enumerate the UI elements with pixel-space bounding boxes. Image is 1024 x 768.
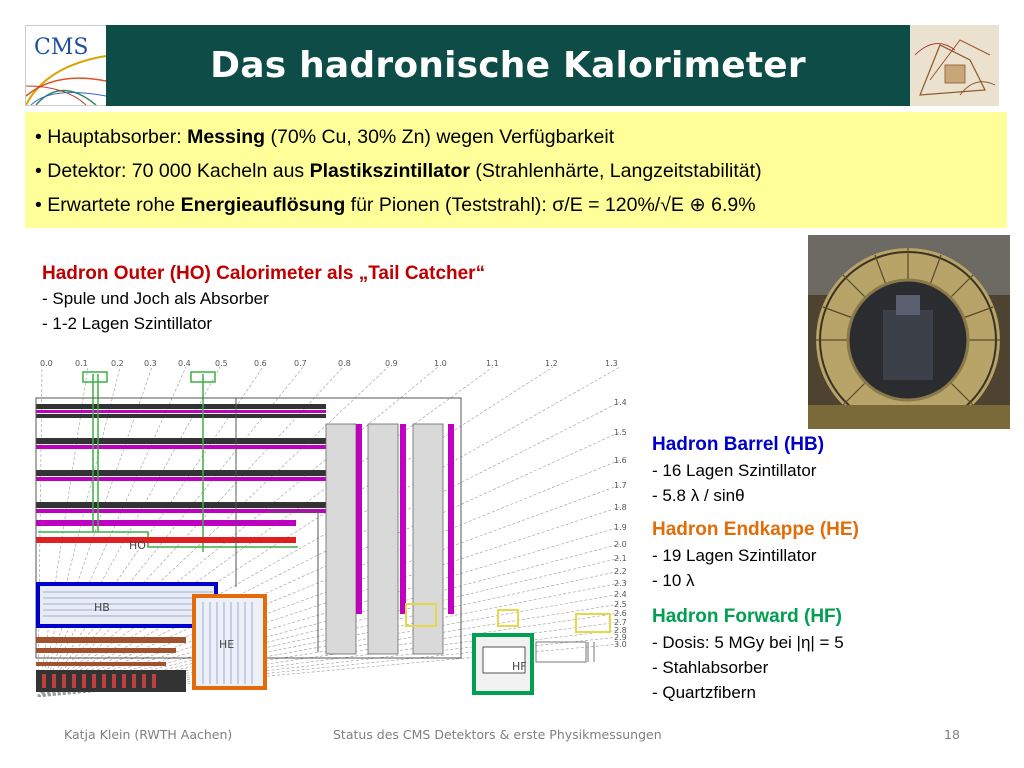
eta-label: 1.9 (614, 523, 627, 532)
eta-label: 1.6 (614, 456, 627, 465)
hcal-cross-section-diagram (28, 352, 640, 697)
he-item: - 10 λ (652, 571, 695, 590)
eta-label: 0.9 (385, 359, 398, 368)
ho-ring-photo (808, 235, 1010, 429)
eta-label: 0.6 (254, 359, 267, 368)
he-item: - 19 Lagen Szintillator (652, 546, 817, 565)
sketch-image (910, 25, 999, 106)
summary-box (25, 112, 1007, 228)
hb-item: - 5.8 λ / sinθ (652, 486, 745, 505)
page-title: Das hadronische Kalorimeter (210, 45, 806, 86)
eta-label: 1.0 (434, 359, 447, 368)
hb-title: Hadron Barrel (HB) (652, 434, 825, 455)
eta-label: 1.4 (614, 398, 627, 407)
eta-label: 2.5 (614, 600, 627, 609)
eta-label: 0.8 (338, 359, 351, 368)
eta-label: 0.3 (144, 359, 157, 368)
eta-label: 1.1 (486, 359, 499, 368)
ho-item: - 1-2 Lagen Szintillator (42, 314, 213, 333)
hf-section (652, 604, 844, 705)
hb-diagram-label: HB (94, 601, 110, 614)
eta-label: 2.6 (614, 609, 627, 618)
eta-label: 0.2 (111, 359, 124, 368)
eta-label: 0.5 (215, 359, 228, 368)
hf-title: Hadron Forward (HF) (652, 606, 842, 627)
ho-title: Hadron Outer (HO) Calorimeter als „Tail Catcher“ (42, 263, 486, 284)
eta-label: 2.8 (614, 626, 627, 635)
bullet-detector: • Detektor: 70 000 Kacheln aus Plastikszintillator (Strahlenhärte, Langzeitstabilität) (35, 160, 762, 182)
footer-page-number: 18 (944, 727, 960, 742)
eta-label: 1.8 (614, 503, 627, 512)
logo-text: CMS (34, 35, 89, 60)
hb-box (38, 584, 216, 626)
eta-label: 2.9 (614, 633, 627, 642)
eta-label: 1.2 (545, 359, 558, 368)
ho-diagram-label: HO (129, 539, 146, 552)
eta-label: 2.7 (614, 618, 627, 627)
ho-section (42, 262, 485, 336)
eta-label: 1.5 (614, 428, 627, 437)
hf-diagram-label: HF (512, 660, 527, 673)
eta-label: 0.1 (75, 359, 88, 368)
eta-label: 2.3 (614, 579, 627, 588)
hf-item: - Quartzfibern (652, 683, 756, 702)
ho-item: - Spule und Joch als Absorber (42, 289, 269, 308)
eta-label: 2.0 (614, 540, 627, 549)
bullet-resolution: • Erwartete rohe Energieauflösung für Pionen (Teststrahl): σ/E = 120%/√E ⊕ 6.9% (35, 194, 756, 216)
eta-label: 0.4 (178, 359, 191, 368)
hf-item: - Stahlabsorber (652, 658, 769, 677)
eta-label: 3.0 (614, 640, 627, 649)
eta-label: 0.0 (40, 359, 53, 368)
eta-label: 1.3 (605, 359, 618, 368)
eta-label: 2.1 (614, 554, 627, 563)
footer-author: Katja Klein (RWTH Aachen) (64, 727, 233, 742)
eta-label: 2.2 (614, 567, 627, 576)
cms-logo (25, 25, 107, 106)
eta-label: 2.4 (614, 590, 627, 599)
title-bar (106, 25, 910, 106)
bullet-absorber: • Hauptabsorber: Messing (70% Cu, 30% Zn) wegen Verfügbarkeit (35, 126, 615, 148)
footer-talk-title: Status des CMS Detektors & erste Physikmessungen (333, 727, 662, 742)
hb-section (652, 432, 824, 508)
eta-label: 1.7 (614, 481, 627, 490)
eta-label: 0.7 (294, 359, 307, 368)
hf-item: - Dosis: 5 MGy bei |η| = 5 (652, 633, 844, 652)
he-diagram-label: HE (219, 638, 235, 651)
hb-item: - 16 Lagen Szintillator (652, 461, 817, 480)
he-title: Hadron Endkappe (HE) (652, 519, 859, 540)
he-section (652, 517, 859, 593)
